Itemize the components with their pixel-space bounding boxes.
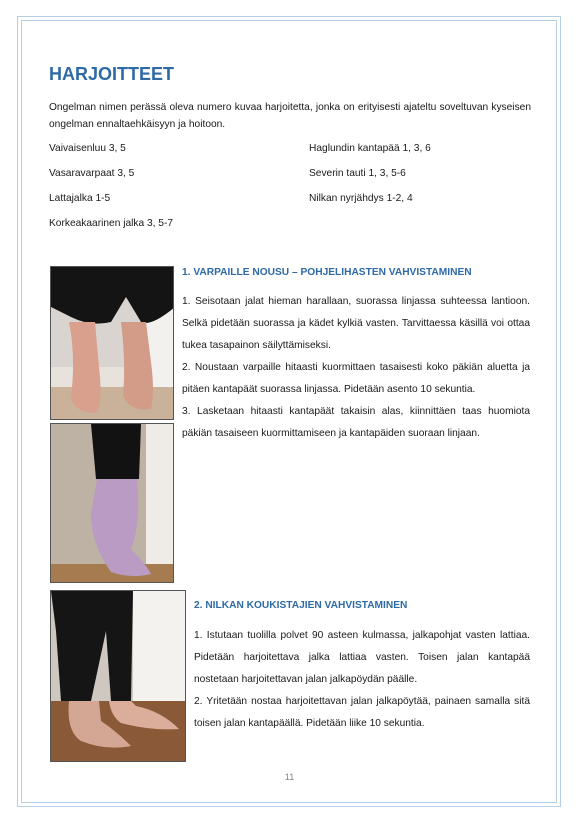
intro-paragraph: Ongelman nimen perässä oleva numero kuvaa harjoitetta, jonka on erityisesti ajateltu soveltuvan kyseisen ongelman ennaltaehkäisyyn ja hoitoon. — [49, 102, 531, 130]
photo-seated-feet — [50, 590, 186, 762]
exercise2-step-1: 1. Istutaan tuolilla polvet 90 asteen kulmassa, jalkapohjat vasten lattiaa. Pidetään harjoitettava jalka lattiaa vasten. Toisen jalan kantapää nostetaan harjoitettavan jalan jalkapöydän päälle. — [194, 630, 530, 685]
exercise1-step-2: 2. Noustaan varpaille hitaasti kuormittaen tasaisesti koko päkiän aluetta ja pitäen kantapäät suorassa linjassa. Pidetään asento 10 sekuntia. — [182, 362, 530, 395]
exercise2-step-2: 2. Yritetään nostaa harjoitettavan jalan jalkapöytää, painaen samalla sitä toisen jalan kantapäällä. Pidetään liike 10 sekuntia. — [194, 696, 530, 729]
page-title: HARJOITTEET — [49, 64, 175, 84]
condition-item: Haglundin kantapää 1, 3, 6 — [309, 143, 431, 154]
exercise2-steps — [194, 625, 530, 735]
condition-item: Vasaravarpaat 3, 5 — [49, 168, 135, 179]
photo-tiptoe — [50, 423, 174, 583]
condition-item: Lattajalka 1-5 — [49, 193, 111, 204]
photo-standing-feet — [50, 266, 174, 420]
exercise2-heading: 2. NILKAN KOUKISTAJIEN VAHVISTAMINEN — [194, 600, 408, 611]
exercise1-steps — [182, 291, 530, 445]
condition-item: Nilkan nyrjähdys 1-2, 4 — [309, 193, 413, 204]
page-number: 11 — [284, 772, 295, 783]
exercise1-heading: 1. VARPAILLE NOUSU – POHJELIHASTEN VAHVISTAMINEN — [182, 267, 472, 278]
condition-item: Korkeakaarinen jalka 3, 5-7 — [49, 218, 174, 229]
exercise1-step-3: 3. Lasketaan hitaasti kantapäät takaisin alas, kiinnittäen taas huomiota päkiän tasaiseen kuormittamiseen ja kantapäiden suoraan linjaan. — [182, 406, 530, 439]
condition-item: Vaivaisenluu 3, 5 — [49, 143, 126, 154]
exercise1-step-1: 1. Seisotaan jalat hieman harallaan, suorassa linjassa suhteessa lantioon. Selkä pidetään suorassa ja kädet kylkiä vasten. Tarvittaessa käsillä voi ottaa tukea tasapainon säilyttämiseksi. — [182, 296, 530, 351]
condition-item: Severin tauti 1, 3, 5-6 — [309, 168, 406, 179]
